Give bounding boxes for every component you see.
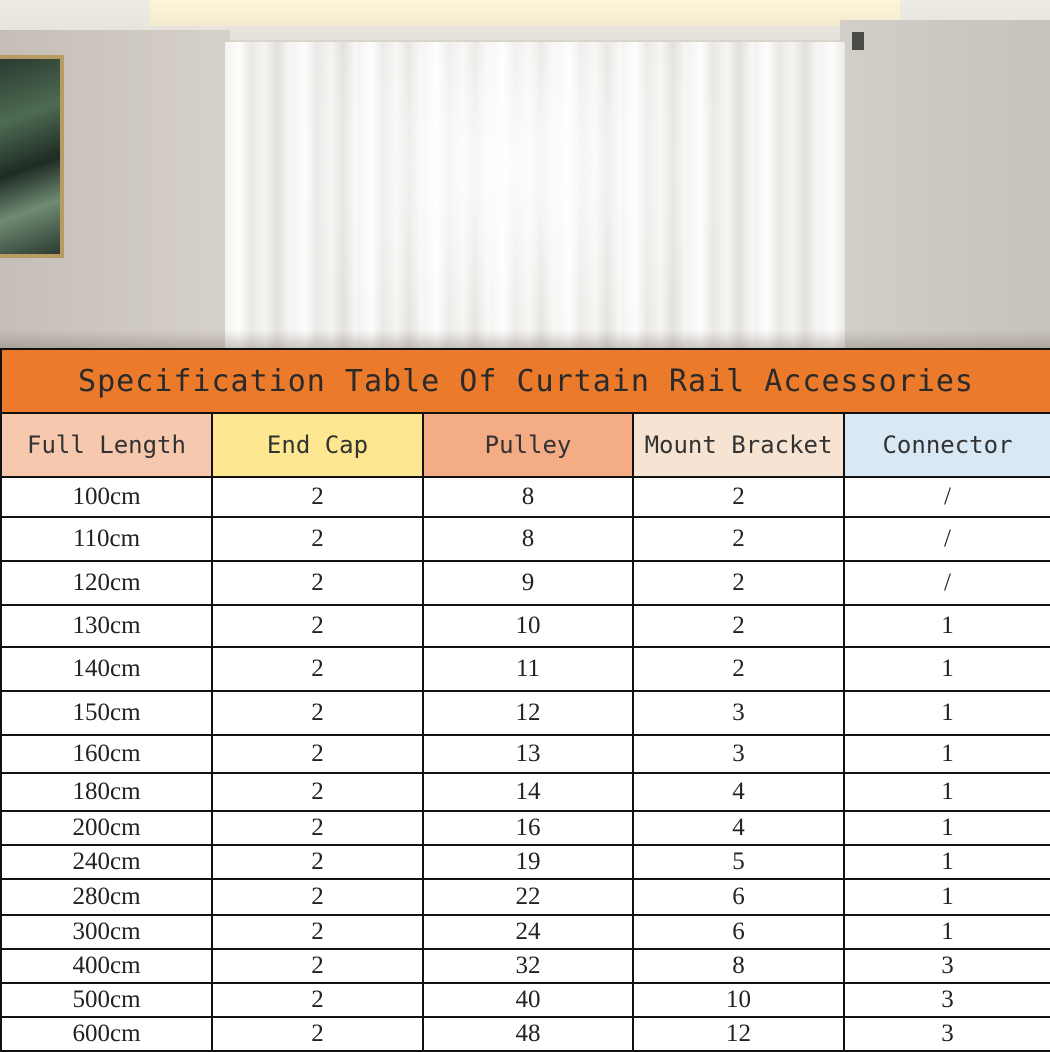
- ceiling-light: [150, 0, 900, 26]
- connector-cell: 1: [844, 647, 1050, 691]
- pulley-cell: 14: [423, 773, 633, 811]
- full-length-cell: 130cm: [1, 605, 212, 647]
- table-row: [1, 879, 1050, 915]
- end-cap-cell: 2: [212, 983, 423, 1017]
- connector-cell: 3: [844, 949, 1050, 983]
- connector-cell: 1: [844, 605, 1050, 647]
- end-cap-cell: 2: [212, 647, 423, 691]
- end-cap-cell: 2: [212, 845, 423, 879]
- full-length-cell: 280cm: [1, 879, 212, 915]
- mount-bracket-cell: 2: [633, 561, 844, 605]
- end-cap-cell: 2: [212, 811, 423, 845]
- header-pulley: Pulley: [423, 413, 633, 477]
- table-row: [1, 845, 1050, 879]
- pulley-cell: 22: [423, 879, 633, 915]
- connector-cell: 1: [844, 811, 1050, 845]
- pulley-cell: 19: [423, 845, 633, 879]
- full-length-cell: 300cm: [1, 915, 212, 949]
- table-title: Specification Table Of Curtain Rail Accessories: [1, 349, 1050, 413]
- room-photo: [0, 0, 1050, 348]
- table-header-row: [1, 413, 1050, 477]
- table-row: [1, 647, 1050, 691]
- pulley-cell: 12: [423, 691, 633, 735]
- connector-cell: /: [844, 561, 1050, 605]
- end-cap-cell: 2: [212, 477, 423, 517]
- connector-cell: 3: [844, 983, 1050, 1017]
- pulley-cell: 13: [423, 735, 633, 773]
- end-cap-cell: 2: [212, 773, 423, 811]
- mount-bracket-cell: 2: [633, 647, 844, 691]
- mount-bracket-cell: 3: [633, 735, 844, 773]
- end-cap-cell: 2: [212, 691, 423, 735]
- pulley-cell: 48: [423, 1017, 633, 1051]
- table-title-row: [1, 349, 1050, 413]
- window-light: [300, 42, 720, 348]
- full-length-cell: 100cm: [1, 477, 212, 517]
- header-end-cap: End Cap: [212, 413, 423, 477]
- pulley-cell: 40: [423, 983, 633, 1017]
- table-row: [1, 915, 1050, 949]
- pulley-cell: 16: [423, 811, 633, 845]
- end-cap-cell: 2: [212, 879, 423, 915]
- pulley-cell: 8: [423, 477, 633, 517]
- mount-bracket-cell: 2: [633, 477, 844, 517]
- mount-bracket-cell: 10: [633, 983, 844, 1017]
- wall-vent: [852, 32, 864, 50]
- table-row: [1, 983, 1050, 1017]
- full-length-cell: 140cm: [1, 647, 212, 691]
- end-cap-cell: 2: [212, 605, 423, 647]
- mount-bracket-cell: 3: [633, 691, 844, 735]
- header-connector: Connector: [844, 413, 1050, 477]
- pulley-cell: 9: [423, 561, 633, 605]
- mount-bracket-cell: 4: [633, 811, 844, 845]
- mount-bracket-cell: 5: [633, 845, 844, 879]
- connector-cell: 1: [844, 773, 1050, 811]
- end-cap-cell: 2: [212, 517, 423, 561]
- end-cap-cell: 2: [212, 1017, 423, 1051]
- pulley-cell: 32: [423, 949, 633, 983]
- table-row: [1, 949, 1050, 983]
- connector-cell: 1: [844, 735, 1050, 773]
- connector-cell: /: [844, 517, 1050, 561]
- wall-painting: [0, 55, 64, 258]
- pulley-cell: 10: [423, 605, 633, 647]
- table-row: [1, 735, 1050, 773]
- connector-cell: 1: [844, 879, 1050, 915]
- header-mount-bracket: Mount Bracket: [633, 413, 844, 477]
- connector-cell: 1: [844, 915, 1050, 949]
- table-row: [1, 477, 1050, 517]
- table-row: [1, 1017, 1050, 1051]
- pulley-cell: 11: [423, 647, 633, 691]
- mount-bracket-cell: 4: [633, 773, 844, 811]
- mount-bracket-cell: 2: [633, 605, 844, 647]
- full-length-cell: 120cm: [1, 561, 212, 605]
- table-row: [1, 811, 1050, 845]
- end-cap-cell: 2: [212, 735, 423, 773]
- header-full-length: Full Length: [1, 413, 212, 477]
- full-length-cell: 600cm: [1, 1017, 212, 1051]
- connector-cell: 1: [844, 691, 1050, 735]
- table-row: [1, 517, 1050, 561]
- full-length-cell: 180cm: [1, 773, 212, 811]
- full-length-cell: 500cm: [1, 983, 212, 1017]
- mount-bracket-cell: 2: [633, 517, 844, 561]
- end-cap-cell: 2: [212, 915, 423, 949]
- end-cap-cell: 2: [212, 561, 423, 605]
- pulley-cell: 8: [423, 517, 633, 561]
- mount-bracket-cell: 6: [633, 879, 844, 915]
- full-length-cell: 110cm: [1, 517, 212, 561]
- spec-table: [0, 348, 1050, 1052]
- full-length-cell: 160cm: [1, 735, 212, 773]
- full-length-cell: 240cm: [1, 845, 212, 879]
- table-row: [1, 691, 1050, 735]
- pulley-cell: 24: [423, 915, 633, 949]
- full-length-cell: 200cm: [1, 811, 212, 845]
- end-cap-cell: 2: [212, 949, 423, 983]
- mount-bracket-cell: 6: [633, 915, 844, 949]
- connector-cell: 3: [844, 1017, 1050, 1051]
- floor-shadow: [0, 330, 1050, 348]
- table-row: [1, 605, 1050, 647]
- table-row: [1, 561, 1050, 605]
- connector-cell: /: [844, 477, 1050, 517]
- mount-bracket-cell: 12: [633, 1017, 844, 1051]
- connector-cell: 1: [844, 845, 1050, 879]
- full-length-cell: 400cm: [1, 949, 212, 983]
- full-length-cell: 150cm: [1, 691, 212, 735]
- right-wall: [840, 20, 1050, 348]
- mount-bracket-cell: 8: [633, 949, 844, 983]
- table-body: [1, 477, 1050, 1051]
- table-row: [1, 773, 1050, 811]
